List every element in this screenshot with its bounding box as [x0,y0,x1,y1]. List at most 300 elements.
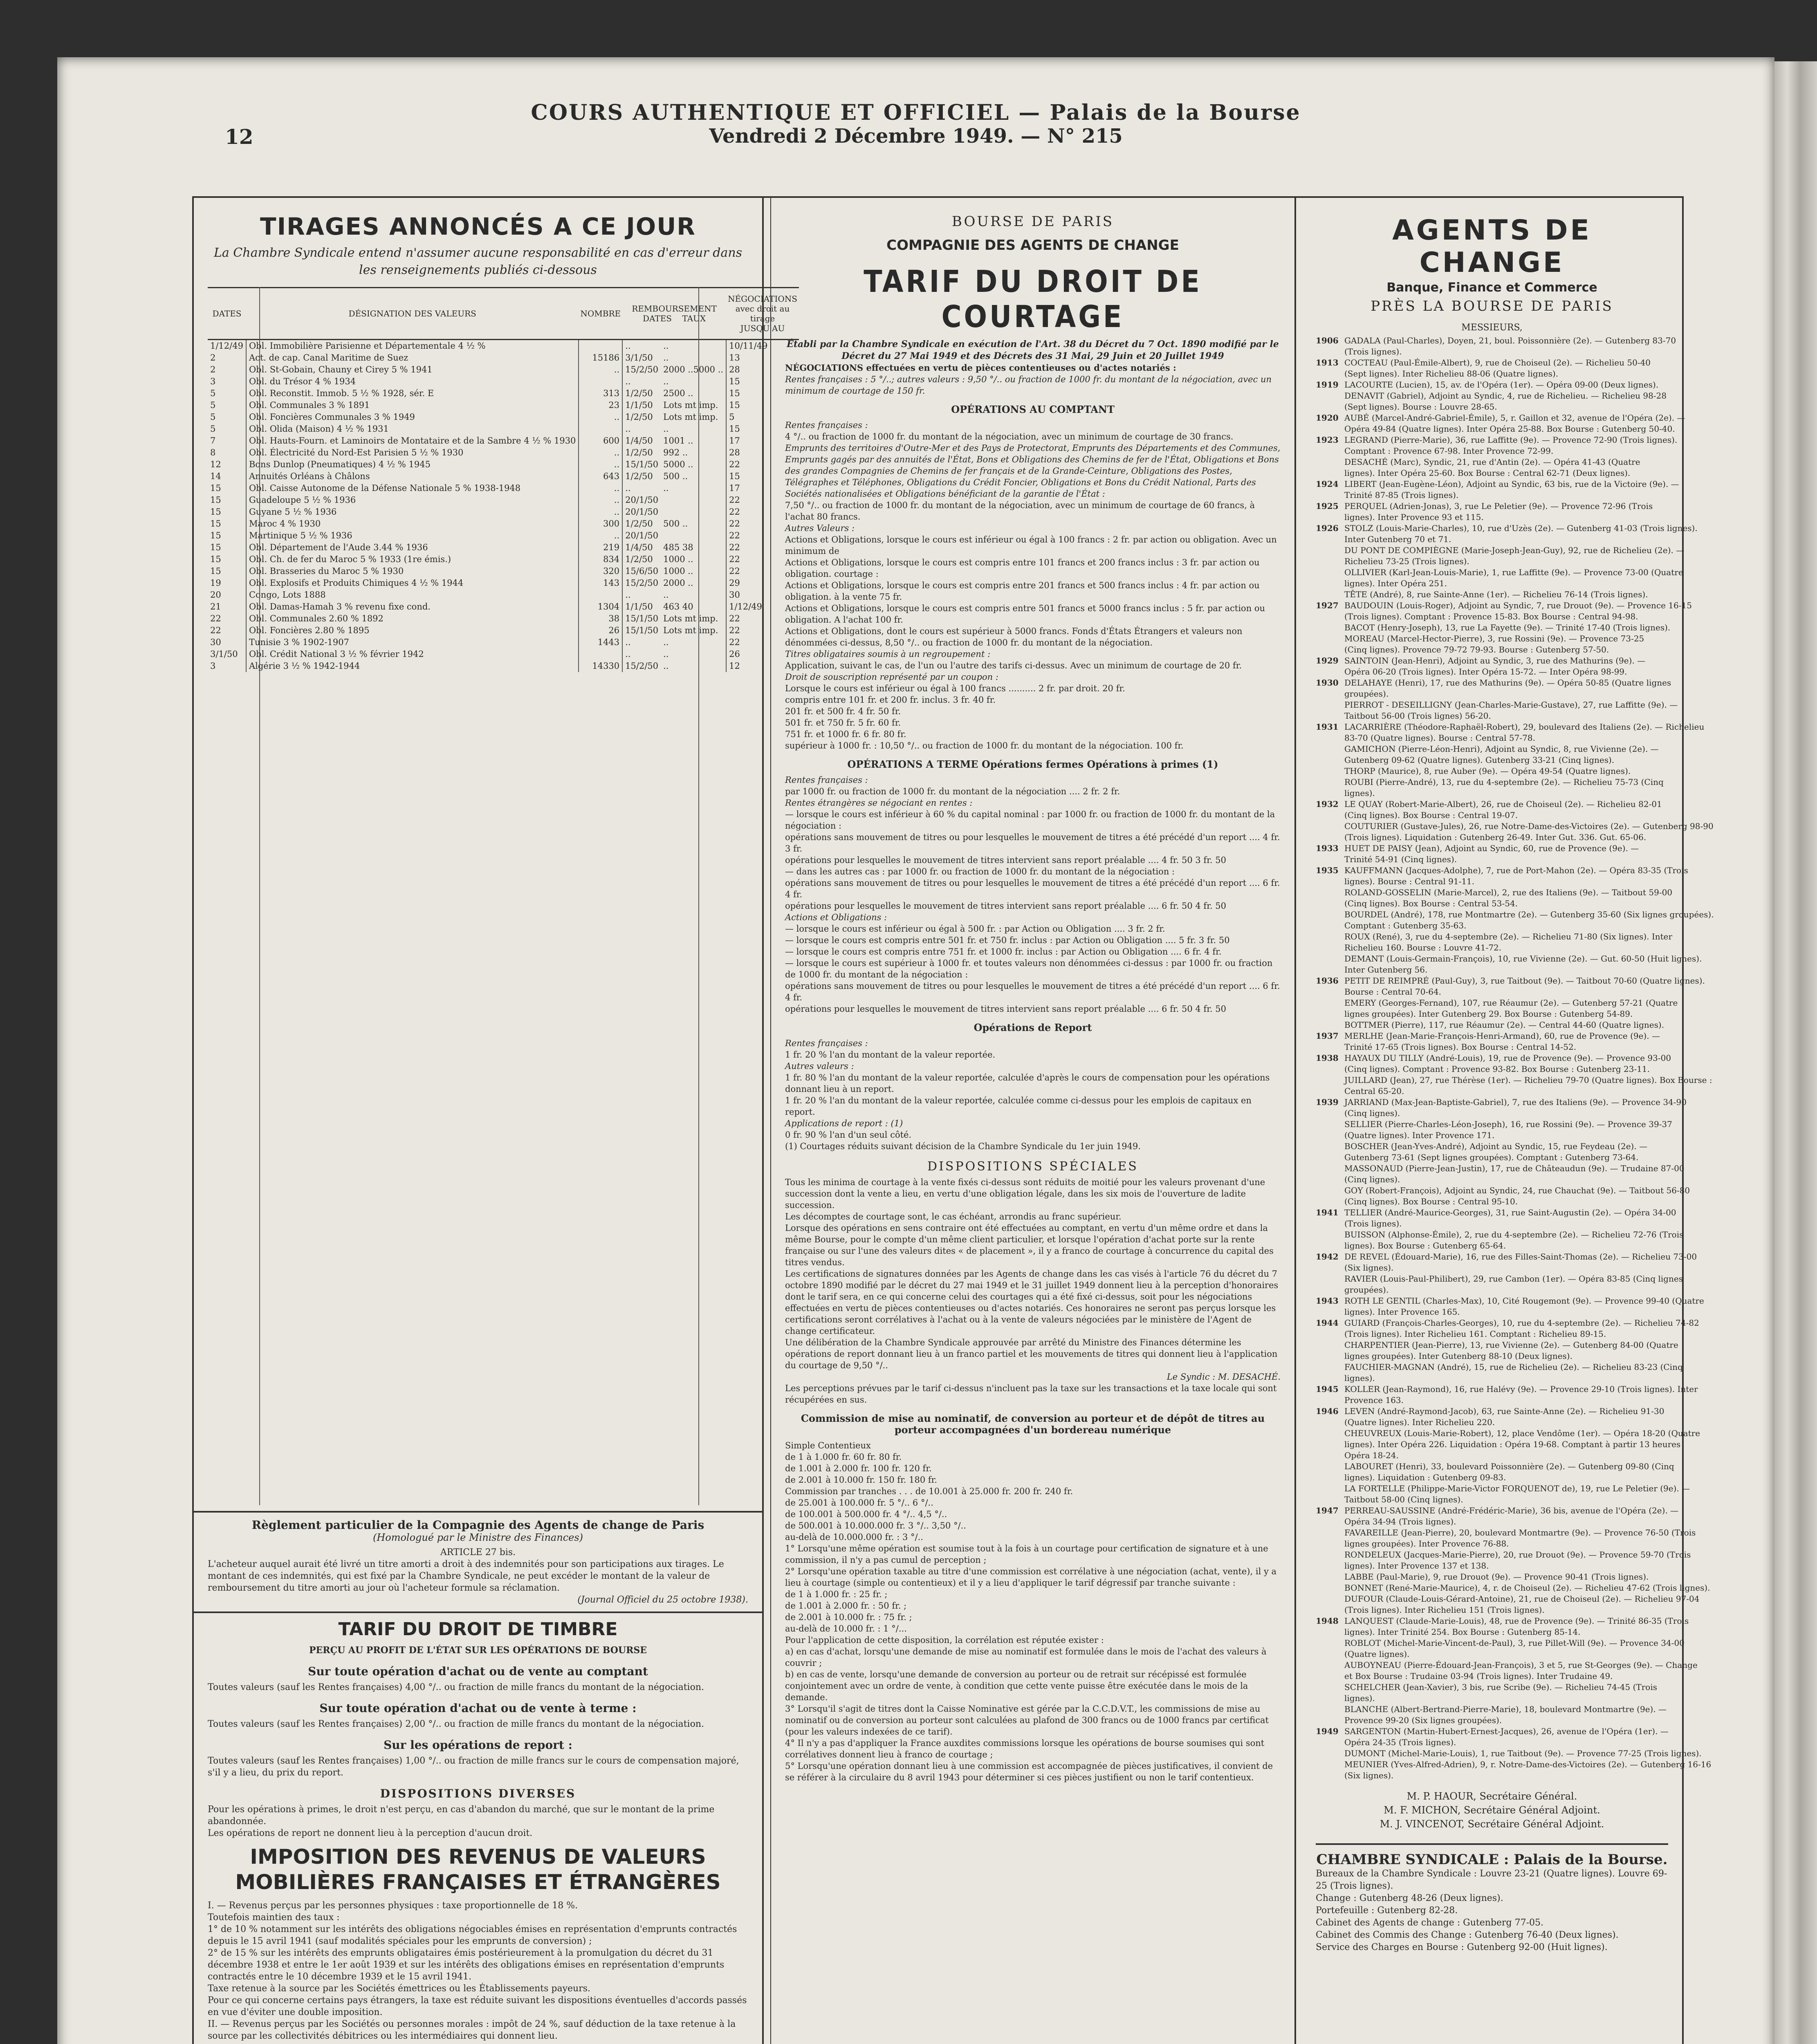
agent-year [1316,1064,1344,1075]
agent-text: GOY (Robert-François), Adjoint au Syndic, 24, rue Chauchat (9e). — Taitbout 56-80 [1344,1186,1690,1195]
courtage-line: Les certifications de signatures données par les Agents de change dans les cas visés à l'article 76 du décret du 7 octobre 1890 modifié par le décret du 27 mai 1949 et le 31 juillet 1949 donnent lieu à la perception d'honoraires dont le tarif sera, en ce qui concerne celui des courtages qui a été fixé ci-dessus, soit pour les négociations effectuées en vertu de pièces contentieuses ou d'actes notariés. Ces honoraires ne seront pas perçus lorsque les certifications seront corrélatives à l'achat ou à la vente de valeurs négociées par le ministère de l'Agent de change certificateur. [785,1269,1279,1336]
th-designation: DÉSIGNATION DES VALEURS [246,288,579,340]
timbre-t3: Toutes valeurs (sauf les Rentes françaises) 1,00 °/.. ou fraction de mille francs sur le cours de compensation majoré, s'il y a lieu, du prix du report. [208,1756,739,1778]
agent-text: DUFOUR (Claude-Louis-Gérard-Antoine), 21, rue de Choiseul (2e). — Richelieu 97-04 [1344,1594,1700,1604]
agent-year [1316,931,1344,942]
chambre-line: Service des Charges en Bourse : Gutenberg 92-00 (Huit lignes). [1316,1942,1608,1952]
agent-text: (Cinq lignes). [1344,1174,1400,1184]
chambre-line: Cabinet des Agents de change : Gutenberg 77-05. [1316,1918,1544,1928]
courtage-line: Applications de report : (1) [785,1118,903,1128]
list-item [1316,909,1714,920]
table-cell: Lots mt imp. [663,625,718,635]
agent-year [1316,1715,1344,1726]
agent-year [1316,1638,1344,1649]
messieurs: MESSIEURS, [1461,323,1523,333]
table-cell: 22 [726,565,799,577]
table-cell: Bons Dunlop (Pneumatiques) 4 ½ % 1945 [249,459,431,469]
table-cell: 2 [208,364,246,376]
tirages-title: TIRAGES ANNONCÉS A CE JOUR [260,213,696,240]
courtage-line: 4 °/.. ou fraction de 1000 fr. du montant de la négociation, avec un minimum de courtage de 30 francs. [785,432,1234,442]
list-item [1316,788,1668,799]
table-row [208,613,799,625]
sig-vincenot: M. J. VINCENOT, Secrétaire Général Adjoint. [1380,1818,1604,1830]
table-cell: 1/2/50 [622,518,661,530]
agent-text: PETIT DE REIMPRÉ (Paul-Guy), 3, rue Taitbout (9e). — Taitbout 70-60 (Quatre lignes). [1344,976,1705,986]
agent-text: lignes). Inter Opéra 25-60. Box Bourse : Central 62-71 (Deux lignes). [1344,468,1631,478]
agent-year [1316,1262,1344,1273]
agent-text: RONDELEUX (Jacques-Marie-Pierre), 20, rue Drouot (9e). — Provence 59-70 (Trois [1344,1550,1691,1560]
courtage-line: Opérations de Report [974,1022,1092,1033]
timbre-h3: Sur les opérations de report : [384,1738,572,1752]
table-cell: 22 [726,506,799,518]
list-item [1316,1605,1668,1616]
list-item [1316,1362,1683,1373]
courtage-line: 2° Lorsqu'une opération taxable au titre d'une commission est corrélative à une négociation (achat, vente), il y a lieu à courtage (simple ou contentieux) et il y a lieu d'appliquer le tarif dégressif par tranche suivante : [785,1567,1277,1588]
courtage-line: — lorsque le cours est supérieur à 1000 fr. et toutes valeurs non dénommées ci-dessus : par 1000 fr. ou fraction de 1000 fr. du montant de la négociation : [785,958,1273,979]
impo-l5: Taxe retenue à la source par les Sociétés émettrices ou les Établissements payeurs. [208,1983,591,1994]
table-cell: 2 [208,352,246,364]
list-item [1316,810,1668,821]
table-cell: 22 [726,542,799,554]
courtage-line: — lorsque le cours est compris entre 751 fr. et 1000 fr. inclus : par Action ou Obligation .... 6 fr. 4 fr. [785,947,1222,957]
list-item [1316,1020,1668,1031]
table-cell: Congo, Lots 1888 [249,590,326,600]
agent-year [1316,390,1344,401]
table-cell: 21 [208,601,246,613]
agent-text: lignes). [1344,1693,1375,1703]
list-item [1316,1560,1668,1571]
list-item [1316,1638,1685,1649]
list-item [1316,1594,1700,1605]
agent-year [1316,1748,1344,1759]
list-item [1316,446,1668,457]
table-row [208,601,799,613]
agent-text: SCHELCHER (Jean-Xavier), 3 bis, rue Scribe (9e). — Richelieu 74-45 (Trois [1344,1682,1658,1692]
agent-year [1316,986,1344,997]
list-item [1316,876,1668,887]
table-cell: .. [622,648,661,660]
table-cell: 15 [208,530,246,542]
agent-text: lignes). Inter Trinité 254. Box Bourse : Gutenberg 85-14. [1344,1627,1581,1637]
table-cell: 22 [726,459,799,471]
table-cell: 20/1/50 [622,506,661,518]
agent-text: Central 65-20. [1344,1086,1404,1096]
agent-text: DENAVIT (Gabriel), Adjoint au Syndic, 4, rue de Richelieu. — Richelieu 98-28 [1344,391,1667,401]
table-cell: 17 [726,435,799,447]
agent-year [1316,1737,1344,1748]
agent-text: (Quatre lignes). Inter Richelieu 220. [1344,1417,1495,1427]
table-cell: Obl. Communales 2.60 % 1892 [249,614,384,623]
agent-year: 1946 [1316,1406,1339,1416]
courtage-line: a) en cas d'achat, lorsqu'une demande de mise au nominatif est formulée dans le mois de l'achat des valeurs à couvrir ; [785,1647,1267,1668]
courtage-line: Rentes françaises : [785,420,868,430]
agent-year [1316,578,1344,589]
list-item [1316,578,1668,589]
agent-year [1316,622,1344,633]
table-cell: 1/2/50 [622,447,661,459]
table-cell: Lots mt imp. [663,412,718,422]
courtage-line: opérations pour lesquelles le mouvement de titres intervient sans report préalable .... 6 fr. 50 4 fr. 50 [785,901,1227,911]
agent-text: (Trois lignes). Comptant : Provence 15-83. Box Bourse : Central 94-98. [1344,612,1638,621]
table-cell: 30 [208,637,246,648]
sig-michon: M. F. MICHON, Secrétaire Général Adjoint. [1384,1804,1600,1816]
agent-text: LEVEN (André-Raymond-Jacob), 63, rue Sainte-Anne (2e). — Richelieu 91-30 [1344,1406,1664,1416]
impo-l3: 1° de 10 % notamment sur les intérêts des obligations négociables émises en représentation d'emprunts contractés depuis le 15 avril 1941 (sauf modalités spéciales pour les emprunts de conversion) ; [208,1924,737,1946]
table-cell: Guadeloupe 5 ½ % 1936 [249,495,356,505]
table-cell: 22 [726,494,799,506]
agent-year [1316,611,1344,622]
agent-year [1316,942,1344,953]
courtage-line: — lorsque le cours est compris entre 501 fr. et 750 fr. inclus : par Action ou Obligation .... 5 fr. 3 fr. 50 [785,935,1230,945]
agent-year [1316,898,1344,909]
agent-text: LEGRAND (Pierre-Marie), 36, rue Laffitte (9e). — Provence 72-90 (Trois lignes). [1344,435,1678,445]
agent-text: LIBERT (Jean-Eugène-Léon), Adjoint au Syndic, 63 bis, rue de la Victoire (9e). — [1344,479,1679,489]
agent-text: BOURDEL (André), 178, rue Montmartre (2e). — Gutenberg 35-60 (Six lignes groupées). [1344,910,1714,919]
table-cell: 17 [726,482,799,494]
th-remboursement [622,288,726,340]
table-cell [579,423,622,435]
courtage-line: Emprunts des territoires d'Outre-Mer et des Pays de Protectorat, Emprunts des Départements et des Communes, Emprunts gagés par des annuités de l'État, Bons et Obligations des Chemins de fer de l'État, Obligations et Bons des grandes Compagnies de Chemins de fer français et de la Grande-Ceinture, Obligations des Postes, Télégraphes et Téléphones, Obligations du Crédit Foncier, Obligations et Bons du Crédit National, Parts des Sociétés nationalisées et Obligations bénéficiant de la garantie de l'État : [785,443,1281,499]
list-item [1316,1196,1668,1207]
courtage-line: de 2.001 à 10.000 fr. 150 fr. 180 fr. [785,1475,938,1485]
list-item [1316,589,1668,600]
table-cell: .. [663,649,669,659]
table-cell: 500 .. [663,471,688,481]
list-item [1316,1086,1668,1097]
table-cell: 10/11/49 [726,340,799,352]
table-cell: .. [663,377,669,386]
table-cell [579,376,622,388]
agent-text: Opéra 18-24. [1344,1450,1399,1460]
list-item [1316,1273,1683,1284]
agent-year: 1948 [1316,1616,1339,1626]
list-item [1316,1737,1668,1748]
table-cell: .. [663,424,669,434]
list-item [1316,1262,1668,1273]
agent-year [1316,1759,1344,1770]
agent-year: 1949 [1316,1726,1339,1736]
courtage-line: — lorsque le cours est inférieur ou égal à 500 fr. : par Action ou Obligation .... 3 fr. 2 fr. [785,924,1165,934]
courtage-line: opérations pour lesquelles le mouvement de titres intervient sans report préalable .... 6 fr. 50 4 fr. 50 [785,1004,1227,1014]
table-row [208,660,799,672]
list-item [1316,755,1668,766]
table-cell: 1/2/50 [622,411,661,423]
agent-year [1316,1671,1344,1682]
agents-subtitle: Banque, Finance et Commerce [1386,280,1597,295]
list-item [1316,1307,1668,1318]
agent-text: (Quatre lignes). Inter Provence 171. [1344,1130,1495,1140]
agent-text: (Cinq lignes). Box Bourse : Central 53-54. [1344,899,1518,908]
list-item [1316,1384,1698,1395]
agent-text: Gutenberg 09-62 (Quatre lignes). Gutenberg 33-21 (Cinq lignes). [1344,755,1615,765]
agent-year [1316,1273,1344,1284]
courtage-line: 1 fr. 20 % l'an du montant de la valeur reportée. [785,1050,996,1060]
courtage-line: Droit de souscription représenté par un coupon : [785,672,998,682]
table-cell: 26 [726,648,799,660]
agent-year [1316,821,1344,832]
list-item [1316,1351,1668,1362]
table-cell [579,589,622,601]
agent-year [1316,1009,1344,1020]
agent-year [1316,1770,1344,1781]
table-row [208,352,799,364]
agent-year [1316,1174,1344,1185]
table-cell: Obl. Crédit National 3 ½ % février 1942 [249,649,424,659]
agent-text: 83-70 (Quatre lignes). Bourse : Central 57-78. [1344,733,1535,743]
list-item [1316,1108,1668,1119]
table-cell: .. [663,661,669,671]
agent-year [1316,1693,1344,1704]
agent-year [1316,1461,1344,1472]
courtage-line: 7,50 °/.. ou fraction de 1000 fr. du montant de la négociation, avec un minimum de courtage de 60 francs, à l'achat 80 francs. [785,500,1255,522]
table-cell: Maroc 4 % 1930 [249,519,321,529]
agent-year [1316,1527,1344,1538]
agent-text: LANQUEST (Claude-Marie-Louis), 48, rue de Provence (9e). — Trinité 86-35 (Trois [1344,1616,1689,1626]
table-row [208,471,799,482]
table-cell: Obl. Explosifs et Produits Chimiques 4 ½ % 1944 [249,578,464,588]
list-item [1316,567,1683,578]
list-item [1316,1009,1668,1020]
courtage-line: Lorsque le cours est inférieur ou égal à 100 francs .......... 2 fr. par droit. 20 fr. [785,684,1125,693]
table-cell: 5 [208,388,246,399]
courtage-line: au-delà de 10.000.000 fr. : 3 °/.. [785,1532,923,1542]
table-cell: 3/1/50 [622,352,661,364]
table-cell: 320 [579,565,622,577]
courtage-line: Actions et Obligations : [785,912,887,922]
table-cell: .. [663,590,669,600]
table-cell: Obl. Brasseries du Maroc 5 % 1930 [249,566,404,576]
agent-text: MERLHE (Jean-Marie-François-Henri-Armand), 60, rue de Provence (9e). — [1344,1031,1660,1041]
agent-text: Gutenberg 73-61 (Sept lignes groupées). Comptant : Gutenberg 73-64. [1344,1152,1639,1162]
agent-text: AUBOYNEAU (Pierre-Édouard-Jean-François), 3 et 5, rue St-Georges (9e). — Change [1344,1660,1698,1670]
courtage-line: de 500.001 à 10.000.000 fr. 3 °/.. 3,50 °/.. [785,1521,967,1531]
timbre-t1: Toutes valeurs (sauf les Rentes françaises) 4,00 °/.. ou fraction de mille francs du montant de la négociation. [208,1682,704,1692]
list-item [1316,1516,1668,1527]
list-item [1316,854,1668,865]
agent-text: CHARPENTIER (Jean-Pierre), 13, rue Vivienne (2e). — Gutenberg 84-00 (Quatre [1344,1340,1678,1350]
chambre-line: Change : Gutenberg 48-26 (Deux lignes). [1316,1893,1503,1903]
list-item [1316,1152,1668,1163]
list-item [1316,843,1668,854]
list-item [1316,468,1668,479]
agent-year [1316,1196,1344,1207]
table-cell: 1/12/49 [726,601,799,613]
courtage-line: opérations sans mouvement de titres ou pour lesquelles le mouvement de titres a été précédé d'un report .... 6 fr. 4 fr. [785,981,1280,1002]
agent-text: COCTEAU (Paul-Émile-Albert), 9, rue de Choiseul (2e). — Richelieu 50-40 [1344,358,1651,368]
agent-text: DU PONT DE COMPIÈGNE (Marie-Joseph-Jean-Guy), 92, rue de Richelieu (2e). — [1344,545,1685,555]
list-item [1316,1494,1668,1505]
agent-text: TÊTE (André), 8, rue Sainte-Anne (1er). — Richelieu 76-14 (Trois lignes). [1344,589,1648,599]
table-cell: Obl. Immobilière Parisienne et Départementale 4 ½ % [249,341,486,351]
agent-year [1316,1362,1344,1373]
list-item [1316,655,1668,666]
table-cell [661,494,726,506]
courtage-line: 0 fr. 90 % l'an d'un seul côté. [785,1130,912,1140]
list-item [1316,545,1685,556]
table-cell: 15/1/50 [622,625,661,637]
table-cell: 5 [726,411,799,423]
agent-year [1316,1627,1344,1638]
tirages-table-wrap [208,287,797,1505]
table-row [208,435,799,447]
list-item [1316,1329,1668,1340]
agent-text: lignes). Box Bourse : Gutenberg 65-64. [1344,1241,1506,1251]
list-item [1316,1428,1700,1439]
table-cell: 20/1/50 [622,494,661,506]
list-item [1316,799,1668,810]
agent-text: AUBÉ (Marcel-André-Gabriel-Émile), 5, r. Gaillon et 32, avenue de l'Opéra (2e). — [1344,413,1685,423]
table-cell: 15/2/50 [622,577,661,589]
agent-text: (Cinq lignes). Provence 79-72 79-93. Bourse : Gutenberg 57-50. [1344,645,1609,654]
newspaper-page [57,57,1774,2044]
page-number: 12 [225,125,253,149]
list-item [1316,512,1668,523]
table-cell: .. [663,353,669,363]
agent-year [1316,733,1344,744]
table-cell: 22 [726,530,799,542]
courtage-line: Autres Valeurs : [785,523,855,533]
list-item [1316,722,1705,733]
table-cell: .. [663,341,669,351]
agent-year [1316,766,1344,777]
agent-year [1316,1042,1344,1053]
agent-text: Provence 99-20 (Six lignes groupées). [1344,1715,1502,1725]
table-row [208,340,799,352]
agent-year [1316,1483,1344,1494]
page-header-title: COURS AUTHENTIQUE ET OFFICIEL — Palais de la Bourse [531,100,1301,125]
table-cell: 20/1/50 [622,530,661,542]
agent-year: 1927 [1316,601,1339,610]
list-item [1316,1450,1668,1461]
agent-year [1316,1538,1344,1549]
list-item [1316,744,1668,755]
list-item [1316,1075,1712,1086]
agent-text: BOTTMER (Pierre), 117, rue Réaumur (2e). — Central 44-60 (Quatre lignes). [1344,1020,1664,1030]
agent-text: lignes). Liquidation : Gutenberg 09-83. [1344,1472,1506,1482]
list-item [1316,920,1668,931]
agent-text: (Trois lignes). [1344,1219,1402,1228]
list-item [1316,699,1678,710]
list-item [1316,1571,1668,1582]
agent-text: OLLIVIER (Karl-Jean-Louis-Marie), 1, rue Laffitte (9e). — Provence 73-00 (Quatre [1344,567,1683,577]
agent-text: Richelieu 73-25 (Trois lignes). [1344,556,1469,566]
table-cell: 29 [726,577,799,589]
agent-year: 1933 [1316,843,1339,853]
agent-year [1316,832,1344,843]
agent-year [1316,589,1344,600]
courtage-line: OPÉRATIONS AU COMPTANT [951,403,1115,415]
agent-year [1316,710,1344,722]
list-item [1316,1649,1668,1660]
courtage-line: Rentes étrangères se négociant en rentes : [785,798,973,808]
courtage-line: — dans les autres cas : par 1000 fr. ou fraction de 1000 fr. du montant de la négociation : [785,867,1175,876]
list-item [1316,1064,1668,1075]
agent-text: Opéra 24-35 (Trois lignes). [1344,1737,1456,1747]
agent-text: ROBLOT (Michel-Marie-Vincent-de-Paul), 3, rue Pillet-Will (9e). — Provence 34-00 [1344,1638,1685,1648]
courtage-line: par 1000 fr. ou fraction de 1000 fr. du montant de la négociation .... 2 fr. 2 fr. [785,787,1120,796]
table-row [208,577,799,589]
agent-year: 1943 [1316,1296,1339,1306]
agent-year [1316,424,1344,435]
table-cell: 15/6/50 [622,565,661,577]
table-cell: 5 [208,423,246,435]
list-item [1316,1417,1668,1428]
list-item [1316,887,1673,898]
agent-year: 1944 [1316,1318,1339,1328]
agent-text: BLANCHE (Albert-Bertrand-Pierre-Marie), 18, boulevard Montmartre (9e). — [1344,1704,1667,1714]
reglement-ref: (Journal Officiel du 25 octobre 1938). [577,1595,748,1605]
table-cell: 1/2/50 [622,554,661,565]
agent-year [1316,457,1344,468]
table-cell: 15 [208,506,246,518]
table-cell: 485 38 [663,542,693,552]
table-cell: Tunisie 3 % 1902-1907 [249,637,349,647]
list-item [1316,1318,1699,1329]
agent-text: PIERROT - DESEILLIGNY (Jean-Charles-Marie-Gustave), 27, rue Laffitte (9e). — [1344,700,1678,710]
list-item [1316,1119,1672,1130]
timbre-title: TARIF DU DROIT DE TIMBRE [338,1619,618,1640]
agent-text: DUMONT (Michel-Marie-Louis), 1, rue Taitbout (9e). — Provence 77-25 (Trois lignes). [1344,1748,1702,1758]
courtage-line: Le Syndic : M. DESACHÉ. [1166,1372,1281,1382]
agents-list [1316,335,1714,1781]
page-header-date: Vendredi 2 Décembre 1949. — N° 215 [709,125,1123,148]
table-cell: .. [579,494,622,506]
list-item [1316,1141,1668,1152]
list-item [1316,1163,1685,1174]
agent-year [1316,909,1344,920]
table-cell: Obl. Département de l'Aude 3.44 % 1936 [249,542,428,552]
agent-text: Inter Gutenberg 70 et 71. [1344,534,1451,544]
agent-text: Bourse : Central 70-64. [1344,987,1442,997]
table-cell: 22 [208,613,246,625]
agent-year: 1925 [1316,501,1339,511]
table-row [208,506,799,518]
table-cell: 28 [726,447,799,459]
table-cell: 1000 .. [663,566,693,576]
courtage-line: Autres valeurs : [785,1061,854,1071]
agent-year: 1929 [1316,656,1339,666]
table-cell: Annuités Orléans à Châlons [249,471,370,481]
agent-year: 1941 [1316,1208,1339,1217]
table-cell: 1/4/50 [622,542,661,554]
chambre-line: Bureaux de la Chambre Syndicale : Louvre 23-21 (Quatre lignes). Louvre 69-25 (Trois lignes). [1316,1869,1667,1891]
list-item [1316,644,1668,655]
agent-text: lignes groupées). Inter Gutenberg 29. Box Bourse : Gutenberg 54-89. [1344,1009,1633,1019]
th-nombre: NOMBRE [579,288,622,340]
courtage-line: 5° Lorsqu'une opération donnant lieu à une commission est accompagnée de pièces justificatives, il convient de se référer à la circulaire du 8 avril 1943 pour déterminer si ces pièces justifient ou non le tarif contentieux. [785,1761,1273,1782]
agent-year [1316,633,1344,644]
table-cell: 992 .. [663,448,688,457]
agent-year [1316,512,1344,523]
courtage-line: Une délibération de la Chambre Syndicale approuvée par arrêté du Ministre des Finances détermine les opérations de report donnant lieu à un franco partiel et les mouvements de titres qui donnent lieu à l'application du courtage de 9,50 °/.. [785,1338,1278,1370]
compagnie-title: COMPAGNIE DES AGENTS DE CHANGE [886,237,1179,253]
agent-text: DEMANT (Louis-Germain-François), 10, rue Vivienne (2e). — Gut. 60-50 (Huit lignes). [1344,954,1702,964]
table-cell: 12 [726,660,799,672]
list-item [1316,1483,1690,1494]
agent-year [1316,920,1344,931]
table-cell: 26 [579,625,622,637]
table-cell: 643 [579,471,622,482]
table-cell: 1000 .. [663,554,693,564]
agent-text: RAVIER (Louis-Paul-Philibert), 29, rue Cambon (1er). — Opéra 83-85 (Cinq lignes [1344,1274,1683,1284]
agent-year [1316,1340,1344,1351]
column-courtage [770,198,1296,2044]
agent-text: LA FORTELLE (Philippe-Marie-Victor FORQUENOT de), 19, rue Le Peletier (9e). — [1344,1484,1690,1493]
table-cell: .. [579,506,622,518]
agent-text: CHEUVREUX (Louis-Marie-Robert), 12, place Vendôme (1er). — Opéra 18-20 (Quatre [1344,1428,1700,1438]
agent-text: BOSCHER (Jean-Yves-André), Adjoint au Syndic, 15, rue Feydeau (2e). — [1344,1141,1648,1151]
list-item [1316,865,1688,876]
